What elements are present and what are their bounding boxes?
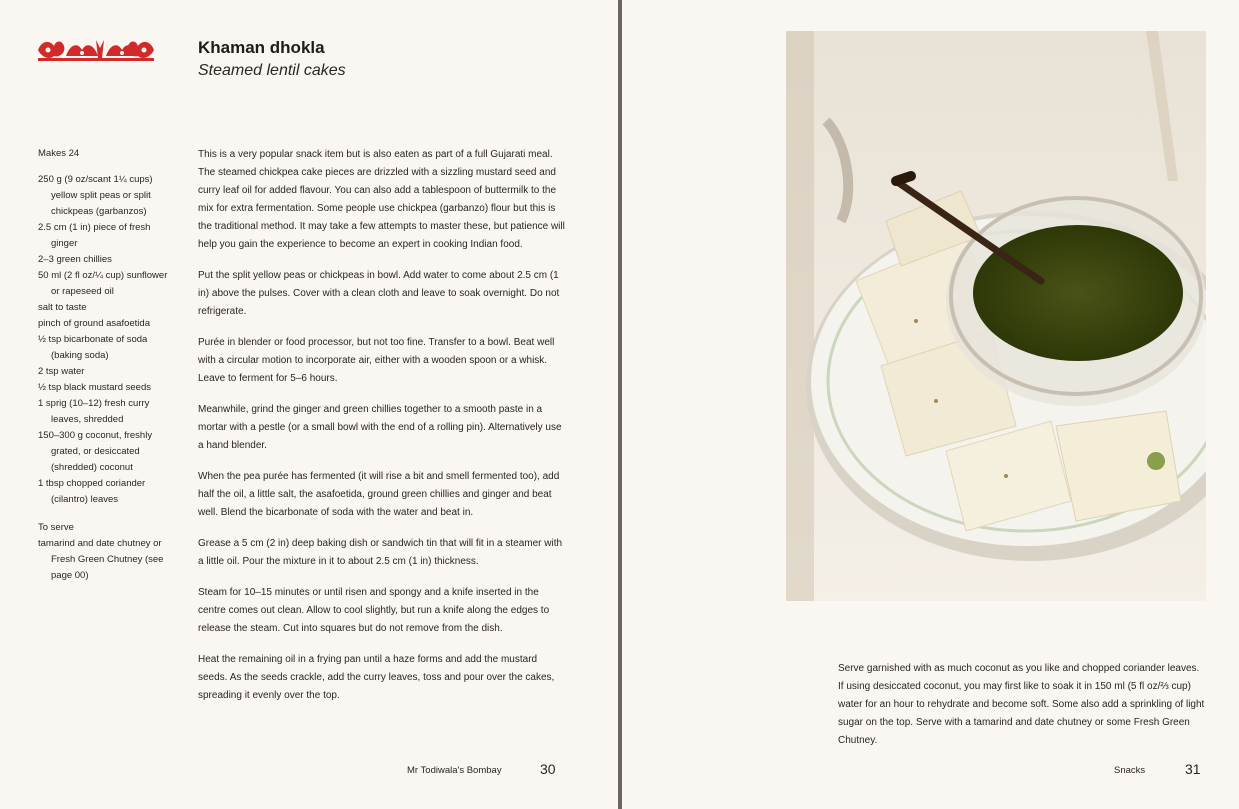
ingredient-item: 2 tsp water [38,366,85,377]
method-paragraph: Put the split yellow peas or chickpeas in bowl. Add water to come about 2.5 cm (1 in) above the pulses. Cover with a clean cloth and leave to soak overnight. Do not refrigerate. [198,270,560,317]
ingredient-item: 250 g (9 oz/scant 1¼ cups) yellow split peas or split chickpeas (garbanzos) [38,174,153,217]
dhokla-photo [786,31,1206,601]
recipe-subtitle: Steamed lentil cakes [198,62,346,79]
ingredient-item: 2–3 green chillies [38,254,112,265]
serve-item: tamarind and date chutney or Fresh Green Chutney (see page 00) [38,538,164,581]
method-paragraph: This is a very popular snack item but is also eaten as part of a full Gujarati meal. The steamed chickpea cake pieces are drizzled with a sizzling mustard seed and curry leaf oil for added flavour. You can also add a tablespoon of buttermilk to the mix for extra fermentation. Some people use chickpea (garbanzo) flour but this is the traditional method. It may take a few attempts to master these, but patience will help you gain the experience to become an expert in cooking Indian food. [198,149,565,250]
ingredient-item: 1 tbsp chopped coriander (cilantro) leaves [38,478,146,505]
method-text [198,146,566,718]
serve-heading: To serve [38,522,74,533]
method-paragraph: Grease a 5 cm (2 in) deep baking dish or sandwich tin that will fit in a steamer with a little oil. Pour the mixture in it to about 2.5 cm (1 in) thickness. [198,538,563,567]
method-paragraph: When the pea purée has fermented (it will rise a bit and smell fermented too), add half the oil, a little salt, the asafoetida, ground green chillies and ginger and beat well. Blend the bicarbonate of soda with the water and beat in. [198,471,560,518]
ingredient-item: salt to taste [38,302,87,313]
serving-paragraph: Serve garnished with as much coconut as you like and chopped coriander leaves. If using desiccated coconut, you may first like to soak it in 150 ml (5 fl oz/⅔ cup) water for an hour to rehydrate and become soft. Some also add a sprinkling of light sugar on the top. Serve with a tamarind and date chutney or some Fresh Green Chutney. [838,663,1205,746]
yield: Makes 24 [38,148,80,159]
ingredient-item: 150–300 g coconut, freshly grated, or desiccated (shredded) coconut [38,430,153,473]
ingredient-item: ½ tsp bicarbonate of soda (baking soda) [38,334,148,361]
method-paragraph: Steam for 10–15 minutes or until risen and spongy and a knife inserted in the centre comes out clean. Allow to cool slightly, but run a knife along the edges to release the steam. Cut into squares but do not remove from the dish. [198,587,550,634]
method-paragraph: Heat the remaining oil in a frying pan until a haze forms and add the mustard seeds. As the seeds crackle, add the curry leaves, toss and pour over the cakes, spreading it evenly over the top. [198,654,555,701]
page-number: 30 [540,761,556,777]
running-footer: Mr Todiwala's Bombay [407,765,502,776]
decorative-border-icon [36,36,156,64]
method-paragraph: Meanwhile, grind the ginger and green chillies together to a smooth paste in a mortar with a pestle (or a small bowl with the end of a rolling pin). Alternatively use a hand blender. [198,404,562,451]
ingredients-list [38,146,168,584]
serving-note [838,660,1206,750]
ingredient-item: 2.5 cm (1 in) piece of fresh ginger [38,222,151,249]
ingredient-item: 1 sprig (10–12) fresh curry leaves, shredded [38,398,150,425]
recipe-title: Khaman dhokla [198,38,325,57]
page-number: 31 [1185,761,1201,777]
method-paragraph: Purée in blender or food processor, but not too fine. Transfer to a bowl. Beat well with a circular motion to incorporate air, either with a wooden spoon or a whisk. Leave to ferment for 5–6 hours. [198,337,555,384]
ingredient-item: pinch of ground asafoetida [38,318,150,329]
ingredient-item: 50 ml (2 fl oz/¼ cup) sunflower or rapeseed oil [38,270,168,297]
left-page [0,0,618,809]
running-footer: Snacks [1114,765,1146,776]
ingredient-item: ½ tsp black mustard seeds [38,382,151,393]
